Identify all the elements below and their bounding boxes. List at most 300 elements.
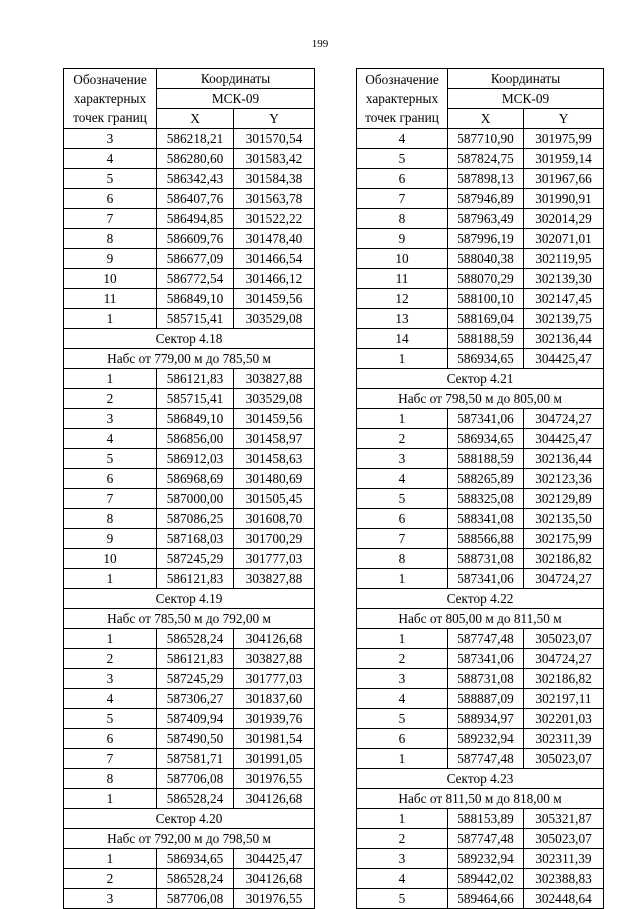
table-row (64, 789, 315, 809)
point-number-cell: 2 (64, 389, 157, 409)
point-number-cell: 1 (64, 789, 157, 809)
x-coordinate-cell: 586849,10 (157, 409, 234, 429)
designation-header-line: характерных (365, 91, 439, 106)
sector-label: Сектор 4.19 (64, 589, 315, 609)
sector-row (64, 809, 315, 829)
x-coordinate-cell: 587086,25 (157, 509, 234, 529)
point-number-cell: 13 (357, 309, 448, 329)
table-row (64, 649, 315, 669)
y-coordinate-cell: 305023,07 (524, 629, 604, 649)
point-number-cell: 5 (357, 149, 448, 169)
y-coordinate-cell: 301505,45 (234, 489, 315, 509)
point-number-cell: 14 (357, 329, 448, 349)
y-coordinate-cell: 303529,08 (234, 309, 315, 329)
y-coordinate-cell: 305023,07 (524, 829, 604, 849)
point-number-cell: 2 (64, 869, 157, 889)
y-coordinate-cell: 301700,29 (234, 529, 315, 549)
point-number-cell: 5 (357, 709, 448, 729)
point-number-cell: 3 (64, 889, 157, 909)
x-coordinate-cell: 587996,19 (448, 229, 524, 249)
y-coordinate-cell: 305321,87 (524, 809, 604, 829)
point-number-cell: 3 (357, 849, 448, 869)
table-row (357, 149, 604, 169)
table-row (64, 129, 315, 149)
coordinates-table-right (356, 68, 604, 909)
point-number-cell: 3 (64, 129, 157, 149)
sector-label: Набс от 779,00 м до 785,50 м (64, 349, 315, 369)
x-coordinate-cell: 586407,76 (157, 189, 234, 209)
x-coordinate-cell: 588341,08 (448, 509, 524, 529)
coordinates-table-left (63, 68, 315, 909)
point-number-cell: 6 (64, 189, 157, 209)
table-row (357, 689, 604, 709)
x-coordinate-cell: 587706,08 (157, 769, 234, 789)
designation-header-line: точек границ (73, 110, 147, 125)
table-row (357, 469, 604, 489)
y-coordinate-cell: 301458,63 (234, 449, 315, 469)
coordinate-system-header: МСК-09 (157, 89, 315, 109)
table-row (357, 329, 604, 349)
y-coordinate-cell: 301991,05 (234, 749, 315, 769)
x-coordinate-cell: 586342,43 (157, 169, 234, 189)
point-number-cell: 8 (357, 209, 448, 229)
y-coordinate-cell: 301976,55 (234, 889, 315, 909)
y-coordinate-cell: 302123,36 (524, 469, 604, 489)
table-row (64, 689, 315, 709)
table-row (357, 869, 604, 889)
point-number-cell: 12 (357, 289, 448, 309)
sector-row (357, 609, 604, 629)
table-row (357, 509, 604, 529)
sector-row (64, 589, 315, 609)
sector-row (64, 609, 315, 629)
y-coordinate-cell: 302186,82 (524, 549, 604, 569)
y-coordinate-cell: 302311,39 (524, 729, 604, 749)
point-number-cell: 1 (357, 349, 448, 369)
sector-label: Сектор 4.18 (64, 329, 315, 349)
sector-row (64, 349, 315, 369)
sector-row (357, 589, 604, 609)
y-coordinate-cell: 304126,68 (234, 629, 315, 649)
y-coordinate-cell: 305023,07 (524, 749, 604, 769)
table-row (357, 309, 604, 329)
y-coordinate-cell: 302135,50 (524, 509, 604, 529)
table-row (357, 409, 604, 429)
coordinates-header: Координаты (448, 69, 604, 89)
x-coordinate-cell: 587000,00 (157, 489, 234, 509)
x-coordinate-cell: 586912,03 (157, 449, 234, 469)
sector-label: Сектор 4.20 (64, 809, 315, 829)
sector-label: Набс от 798,50 м до 805,00 м (357, 389, 604, 409)
y-coordinate-cell: 301459,56 (234, 409, 315, 429)
table-row (64, 309, 315, 329)
point-number-cell: 4 (357, 689, 448, 709)
y-coordinate-cell: 301777,03 (234, 669, 315, 689)
coordinates-header: Координаты (157, 69, 315, 89)
sector-row (357, 369, 604, 389)
y-coordinate-cell: 301981,54 (234, 729, 315, 749)
x-coordinate-cell: 587710,90 (448, 129, 524, 149)
point-number-cell: 5 (64, 709, 157, 729)
point-number-cell: 6 (64, 729, 157, 749)
designation-header-line: точек границ (365, 110, 439, 125)
table-row (64, 289, 315, 309)
sector-label: Набс от 792,00 м до 798,50 м (64, 829, 315, 849)
table-row (357, 229, 604, 249)
x-coordinate-cell: 587706,08 (157, 889, 234, 909)
point-number-cell: 1 (357, 569, 448, 589)
y-coordinate-cell: 302186,82 (524, 669, 604, 689)
x-coordinate-cell: 587747,48 (448, 749, 524, 769)
sector-label: Набс от 805,00 м до 811,50 м (357, 609, 604, 629)
table-row (64, 629, 315, 649)
table-row (64, 889, 315, 909)
x-coordinate-cell: 586494,85 (157, 209, 234, 229)
point-number-cell: 5 (64, 449, 157, 469)
table-row (357, 669, 604, 689)
point-number-cell: 2 (64, 649, 157, 669)
table-row (64, 369, 315, 389)
table-row (357, 709, 604, 729)
x-coordinate-cell: 587306,27 (157, 689, 234, 709)
y-coordinate-cell: 301959,14 (524, 149, 604, 169)
y-coordinate-cell: 302129,89 (524, 489, 604, 509)
page-number: 199 (311, 38, 329, 50)
table-row (64, 729, 315, 749)
x-coordinate-cell: 588153,89 (448, 809, 524, 829)
point-number-cell: 1 (357, 629, 448, 649)
table-row (64, 429, 315, 449)
y-coordinate-cell: 303827,88 (234, 569, 315, 589)
point-number-cell: 1 (64, 629, 157, 649)
y-coordinate-cell: 304425,47 (524, 349, 604, 369)
point-number-cell: 1 (357, 749, 448, 769)
point-number-cell: 5 (64, 169, 157, 189)
table-row (357, 429, 604, 449)
x-coordinate-cell: 588265,89 (448, 469, 524, 489)
y-coordinate-cell: 304126,68 (234, 789, 315, 809)
x-coordinate-cell: 587245,29 (157, 669, 234, 689)
point-number-cell: 3 (64, 669, 157, 689)
table-row (64, 269, 315, 289)
x-coordinate-cell: 585715,41 (157, 309, 234, 329)
point-number-cell: 7 (64, 489, 157, 509)
sector-label: Набс от 785,50 м до 792,00 м (64, 609, 315, 629)
x-coordinate-cell: 588566,88 (448, 529, 524, 549)
point-number-cell: 8 (64, 229, 157, 249)
table-row (357, 809, 604, 829)
header-row (357, 69, 604, 89)
y-coordinate-cell: 301466,54 (234, 249, 315, 269)
x-coordinate-cell: 588731,08 (448, 669, 524, 689)
y-coordinate-cell: 301478,40 (234, 229, 315, 249)
table-row (64, 849, 315, 869)
y-coordinate-cell: 301777,03 (234, 549, 315, 569)
y-coordinate-cell: 301584,38 (234, 169, 315, 189)
x-coordinate-cell: 588188,59 (448, 329, 524, 349)
y-coordinate-cell: 302071,01 (524, 229, 604, 249)
table-row (64, 169, 315, 189)
x-coordinate-cell: 586528,24 (157, 869, 234, 889)
point-number-cell: 7 (357, 189, 448, 209)
table-row (357, 649, 604, 669)
y-coordinate-cell: 301975,99 (524, 129, 604, 149)
y-coordinate-cell: 301990,91 (524, 189, 604, 209)
y-coordinate-cell: 304126,68 (234, 869, 315, 889)
coordinate-system-header: МСК-09 (448, 89, 604, 109)
point-number-cell: 4 (64, 689, 157, 709)
point-number-cell: 1 (64, 569, 157, 589)
point-number-cell: 6 (357, 169, 448, 189)
y-coordinate-cell: 301583,42 (234, 149, 315, 169)
table-row (357, 889, 604, 909)
x-coordinate-cell: 588325,08 (448, 489, 524, 509)
x-coordinate-cell: 588731,08 (448, 549, 524, 569)
point-number-cell: 2 (357, 829, 448, 849)
table-row (357, 189, 604, 209)
x-coordinate-cell: 588100,10 (448, 289, 524, 309)
y-coordinate-cell: 301480,69 (234, 469, 315, 489)
point-number-cell: 1 (64, 849, 157, 869)
x-coordinate-cell: 588040,38 (448, 249, 524, 269)
y-coordinate-cell: 302139,75 (524, 309, 604, 329)
point-number-cell: 4 (64, 149, 157, 169)
point-number-cell: 10 (357, 249, 448, 269)
sector-row (64, 329, 315, 349)
x-coordinate-cell: 586849,10 (157, 289, 234, 309)
point-number-cell: 5 (357, 489, 448, 509)
table-row (357, 269, 604, 289)
y-coordinate-cell: 302175,99 (524, 529, 604, 549)
table-row (357, 549, 604, 569)
table-row (64, 389, 315, 409)
x-coordinate-cell: 588188,59 (448, 449, 524, 469)
y-coordinate-cell: 302388,83 (524, 869, 604, 889)
sector-row (357, 389, 604, 409)
y-coordinate-cell: 304724,27 (524, 569, 604, 589)
y-coordinate-cell: 304724,27 (524, 409, 604, 429)
y-coordinate-cell: 304425,47 (234, 849, 315, 869)
sector-row (357, 789, 604, 809)
x-coordinate-cell: 587341,06 (448, 409, 524, 429)
x-coordinate-cell: 587581,71 (157, 749, 234, 769)
x-coordinate-cell: 587341,06 (448, 569, 524, 589)
table-row (357, 849, 604, 869)
table-row (64, 229, 315, 249)
x-coordinate-cell: 589442,02 (448, 869, 524, 889)
x-coordinate-cell: 586121,83 (157, 569, 234, 589)
x-coordinate-cell: 587747,48 (448, 629, 524, 649)
coordinates-table-left-body (64, 69, 315, 909)
y-coordinate-cell: 302136,44 (524, 449, 604, 469)
x-coordinate-cell: 588934,97 (448, 709, 524, 729)
sector-row (357, 769, 604, 789)
y-coordinate-cell: 301466,12 (234, 269, 315, 289)
x-coordinate-cell: 587245,29 (157, 549, 234, 569)
x-coordinate-cell: 589232,94 (448, 729, 524, 749)
x-coordinate-cell: 587963,49 (448, 209, 524, 229)
sector-label: Сектор 4.22 (357, 589, 604, 609)
x-coordinate-cell: 587341,06 (448, 649, 524, 669)
x-coordinate-cell: 587898,13 (448, 169, 524, 189)
table-row (64, 569, 315, 589)
table-row (64, 669, 315, 689)
point-number-cell: 1 (357, 809, 448, 829)
y-coordinate-cell: 302139,30 (524, 269, 604, 289)
point-number-cell: 6 (357, 729, 448, 749)
point-number-cell: 7 (64, 749, 157, 769)
designation-header (64, 69, 157, 129)
table-row (357, 349, 604, 369)
table-row (64, 489, 315, 509)
sector-label: Сектор 4.21 (357, 369, 604, 389)
x-coordinate-cell: 586968,69 (157, 469, 234, 489)
y-coordinate-cell: 301967,66 (524, 169, 604, 189)
x-coordinate-cell: 585715,41 (157, 389, 234, 409)
designation-header (357, 69, 448, 129)
y-coordinate-cell: 301458,97 (234, 429, 315, 449)
x-coordinate-cell: 586856,00 (157, 429, 234, 449)
x-coordinate-cell: 586121,83 (157, 649, 234, 669)
table-row (64, 209, 315, 229)
table-row (64, 529, 315, 549)
point-number-cell: 2 (357, 429, 448, 449)
designation-header-line: характерных (73, 91, 147, 106)
x-coordinate-cell: 586934,65 (448, 429, 524, 449)
x-column-header: X (157, 109, 234, 129)
point-number-cell: 11 (357, 269, 448, 289)
y-coordinate-cell: 304425,47 (524, 429, 604, 449)
y-coordinate-cell: 301522,22 (234, 209, 315, 229)
y-coordinate-cell: 304724,27 (524, 649, 604, 669)
sector-label: Набс от 811,50 м до 818,00 м (357, 789, 604, 809)
y-coordinate-cell: 303529,08 (234, 389, 315, 409)
table-row (357, 569, 604, 589)
point-number-cell: 10 (64, 549, 157, 569)
point-number-cell: 8 (64, 509, 157, 529)
point-number-cell: 8 (357, 549, 448, 569)
point-number-cell: 7 (64, 209, 157, 229)
table-row (357, 169, 604, 189)
y-coordinate-cell: 302119,95 (524, 249, 604, 269)
x-coordinate-cell: 586934,65 (448, 349, 524, 369)
point-number-cell: 8 (64, 769, 157, 789)
table-row (357, 729, 604, 749)
y-coordinate-cell: 301570,54 (234, 129, 315, 149)
table-row (64, 769, 315, 789)
x-coordinate-cell: 588169,04 (448, 309, 524, 329)
designation-header-line: Обозначение (365, 72, 439, 87)
y-coordinate-cell: 302014,29 (524, 209, 604, 229)
point-number-cell: 4 (357, 129, 448, 149)
y-coordinate-cell: 302197,11 (524, 689, 604, 709)
y-coordinate-cell: 302147,45 (524, 289, 604, 309)
table-row (64, 549, 315, 569)
x-coordinate-cell: 586218,21 (157, 129, 234, 149)
table-row (64, 709, 315, 729)
table-row (357, 749, 604, 769)
x-coordinate-cell: 586677,09 (157, 249, 234, 269)
x-coordinate-cell: 587168,03 (157, 529, 234, 549)
table-row (357, 129, 604, 149)
table-row (64, 509, 315, 529)
y-coordinate-cell: 301459,56 (234, 289, 315, 309)
header-row (64, 69, 315, 89)
point-number-cell: 1 (64, 369, 157, 389)
y-column-header: Y (234, 109, 315, 129)
y-coordinate-cell: 302311,39 (524, 849, 604, 869)
point-number-cell: 4 (64, 429, 157, 449)
y-coordinate-cell: 303827,88 (234, 369, 315, 389)
table-row (357, 249, 604, 269)
point-number-cell: 10 (64, 269, 157, 289)
x-coordinate-cell: 587747,48 (448, 829, 524, 849)
sector-label: Сектор 4.23 (357, 769, 604, 789)
y-coordinate-cell: 302136,44 (524, 329, 604, 349)
x-coordinate-cell: 586772,54 (157, 269, 234, 289)
x-coordinate-cell: 586934,65 (157, 849, 234, 869)
point-number-cell: 4 (357, 469, 448, 489)
table-row (357, 449, 604, 469)
table-row (64, 149, 315, 169)
table-row (64, 409, 315, 429)
x-coordinate-cell: 586609,76 (157, 229, 234, 249)
x-coordinate-cell: 587490,50 (157, 729, 234, 749)
y-coordinate-cell: 302448,64 (524, 889, 604, 909)
coordinates-table-right-body (357, 69, 604, 909)
table-row (357, 289, 604, 309)
point-number-cell: 9 (64, 529, 157, 549)
x-coordinate-cell: 588887,09 (448, 689, 524, 709)
table-row (64, 749, 315, 769)
point-number-cell: 3 (64, 409, 157, 429)
point-number-cell: 1 (64, 309, 157, 329)
table-row (64, 869, 315, 889)
y-coordinate-cell: 303827,88 (234, 649, 315, 669)
point-number-cell: 1 (357, 409, 448, 429)
x-coordinate-cell: 586528,24 (157, 629, 234, 649)
table-row (357, 489, 604, 509)
table-row (357, 829, 604, 849)
table-row (64, 249, 315, 269)
point-number-cell: 6 (357, 509, 448, 529)
x-coordinate-cell: 586528,24 (157, 789, 234, 809)
point-number-cell: 3 (357, 449, 448, 469)
x-coordinate-cell: 589232,94 (448, 849, 524, 869)
table-row (357, 629, 604, 649)
point-number-cell: 6 (64, 469, 157, 489)
y-column-header: Y (524, 109, 604, 129)
x-coordinate-cell: 586121,83 (157, 369, 234, 389)
x-column-header: X (448, 109, 524, 129)
x-coordinate-cell: 588070,29 (448, 269, 524, 289)
point-number-cell: 11 (64, 289, 157, 309)
point-number-cell: 4 (357, 869, 448, 889)
x-coordinate-cell: 587409,94 (157, 709, 234, 729)
x-coordinate-cell: 586280,60 (157, 149, 234, 169)
point-number-cell: 9 (64, 249, 157, 269)
y-coordinate-cell: 301976,55 (234, 769, 315, 789)
point-number-cell: 3 (357, 669, 448, 689)
table-row (64, 189, 315, 209)
table-row (357, 209, 604, 229)
y-coordinate-cell: 301939,76 (234, 709, 315, 729)
table-row (64, 449, 315, 469)
point-number-cell: 5 (357, 889, 448, 909)
point-number-cell: 2 (357, 649, 448, 669)
x-coordinate-cell: 589464,66 (448, 889, 524, 909)
x-coordinate-cell: 587824,75 (448, 149, 524, 169)
